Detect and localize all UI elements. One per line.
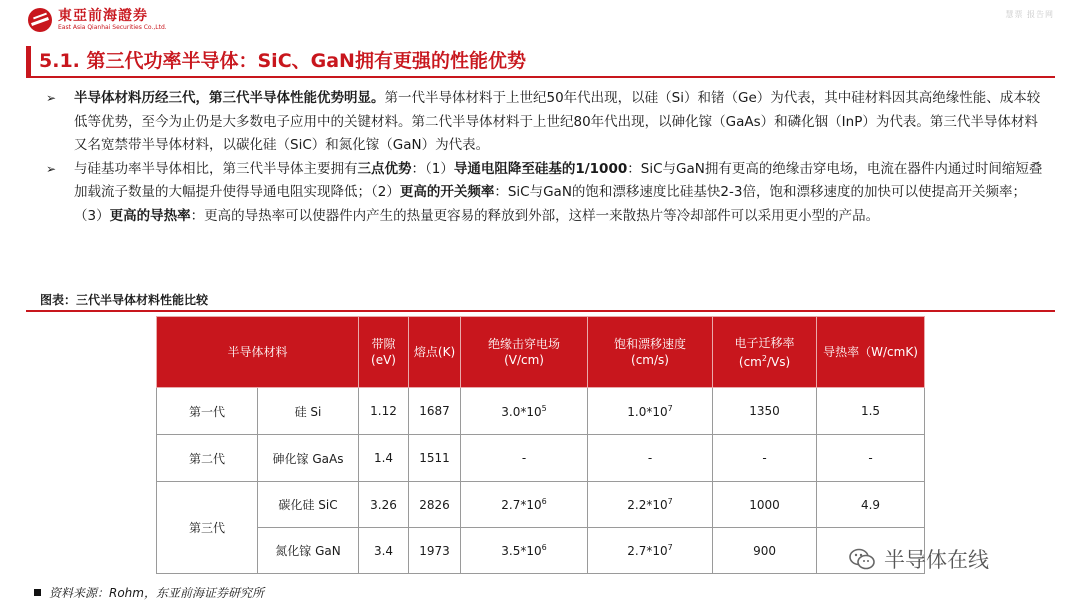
cell-material: 碳化硅 SiC xyxy=(258,482,359,528)
cell-breakdown: $2.7*10^6$ xyxy=(461,482,588,528)
wechat-account-name: 半导体在线 xyxy=(884,548,989,572)
company-logo xyxy=(28,8,167,32)
arrow-bullet-icon: ➢ xyxy=(46,91,57,105)
bullet-text: ：（1） xyxy=(411,160,454,177)
cell-drift: - xyxy=(588,435,713,482)
cell-melting: 1973 xyxy=(409,528,461,574)
header-breakdown: 绝缘击穿电场 (V/cm) xyxy=(461,317,588,388)
cell-generation: 第一代 xyxy=(157,388,258,435)
cell-thermal: - xyxy=(817,435,925,482)
table-row xyxy=(157,388,925,435)
header-melting: 熔点(K) xyxy=(409,317,461,388)
cell-mobility: 900 xyxy=(713,528,817,574)
table-header-row xyxy=(157,317,925,388)
cell-breakdown: $3.5*10^6$ xyxy=(461,528,588,574)
header-mobility: 电子迁移率 $(cm^2/Vs)$ xyxy=(713,317,817,388)
cell-bandgap: 1.12 xyxy=(359,388,409,435)
logo-emblem-icon xyxy=(28,8,52,32)
cell-generation: 第二代 xyxy=(157,435,258,482)
cell-mobility: - xyxy=(713,435,817,482)
cell-breakdown: $3.0*10^5$ xyxy=(461,388,588,435)
caption-divider xyxy=(26,310,1055,312)
cell-thermal: 1.5 xyxy=(817,388,925,435)
bullet-emphasis: 更高的导热率 xyxy=(109,207,191,224)
brand-name-cn: 東亞前海證券 xyxy=(58,8,148,24)
square-bullet-icon xyxy=(34,589,41,596)
slide-title-bar xyxy=(26,46,1055,76)
cell-drift: $2.2*10^7$ xyxy=(588,482,713,528)
header-thermal: 导热率（W/cmK) xyxy=(817,317,925,388)
wechat-icon xyxy=(848,547,876,571)
bullet-text: ：SiC与GaN拥有更高的绝缘击穿电场，电流在器件内通过时间缩短叠加载流子数量的大幅提升使得导通电阻实现降低；（2） xyxy=(74,160,1043,200)
bullet-text: 第一代半导体材料于上世纪50年代出现，以硅（Si）和锗（Ge）为代表，其中硅材料因其高绝缘性能、成本较低等优势，至今为止仍是大多数电子应用中的关键材料。第二代半导体材料于上世纪80年代出现，以砷化镓（GaAs）和磷化铟（InP）为代表。第三代半导体材料又名宽禁带半导体材料，以碳化硅（SiC）和氮化镓（GaN）为代表。 xyxy=(74,90,1041,153)
bullet-lead: 半导体材料历经三代，第三代半导体性能优势明显。 xyxy=(74,90,385,106)
cell-drift: $1.0*10^7$ xyxy=(588,388,713,435)
bullet-item xyxy=(46,158,1046,229)
header-material: 半导体材料 xyxy=(157,317,359,388)
table-row xyxy=(157,435,925,482)
comparison-table xyxy=(156,316,925,574)
cell-material: 砷化镓 GaAs xyxy=(258,435,359,482)
cell-bandgap: 3.4 xyxy=(359,528,409,574)
brand-name-en: East Asia Qianhai Securities Co.,Ltd. xyxy=(58,24,167,31)
bullet-text: ：SiC与GaN的饱和漂移速度比硅基快2-3倍，饱和漂移速度的加快可以使提高开关频率；（3） xyxy=(74,184,1026,224)
arrow-bullet-icon: ➢ xyxy=(46,161,57,176)
cell-breakdown: - xyxy=(461,435,588,482)
cell-melting: 2826 xyxy=(409,482,461,528)
bullet-emphasis: 导通电阻降至硅基的1/1000 xyxy=(453,160,628,177)
title-divider xyxy=(26,76,1055,78)
cell-material: 氮化镓 GaN xyxy=(258,528,359,574)
bullet-emphasis: 更高的开关频率 xyxy=(399,184,495,200)
table-caption: 图表：三代半导体材料性能比较 xyxy=(40,293,209,307)
wechat-watermark xyxy=(848,544,989,574)
bullet-list xyxy=(46,87,1046,228)
bullet-text: ：更高的导热率可以使器件内产生的热量更容易的释放到外部，这样一来散热片等冷却部件可以采用更小型的产品。 xyxy=(190,207,880,224)
cell-drift: $2.7*10^7$ xyxy=(588,528,713,574)
bullet-text: 与硅基功率半导体相比，第三代半导体主要拥有 xyxy=(74,160,358,177)
header-drift: 饱和漂移速度 (cm/s) xyxy=(588,317,713,388)
corner-watermark: 慧票 报告网 xyxy=(1005,10,1054,19)
cell-material: 硅 Si xyxy=(258,388,359,435)
bullet-emphasis: 三点优势 xyxy=(357,160,412,177)
table-row xyxy=(157,528,925,574)
cell-generation: 第三代 xyxy=(157,482,258,574)
bullet-item xyxy=(46,87,1046,158)
cell-mobility: 1350 xyxy=(713,388,817,435)
slide-title: 5.1. 第三代功率半导体：SiC、GaN拥有更强的性能优势 xyxy=(39,50,526,72)
cell-mobility: 1000 xyxy=(713,482,817,528)
source-note xyxy=(34,584,264,601)
table-row xyxy=(157,482,925,528)
cell-thermal: 4.9 xyxy=(817,482,925,528)
cell-melting: 1511 xyxy=(409,435,461,482)
header-bandgap: 带隙(eV) xyxy=(359,317,409,388)
cell-melting: 1687 xyxy=(409,388,461,435)
source-text: 资料来源：Rohm，东亚前海证券研究所 xyxy=(49,586,264,600)
cell-bandgap: 3.26 xyxy=(359,482,409,528)
cell-bandgap: 1.4 xyxy=(359,435,409,482)
